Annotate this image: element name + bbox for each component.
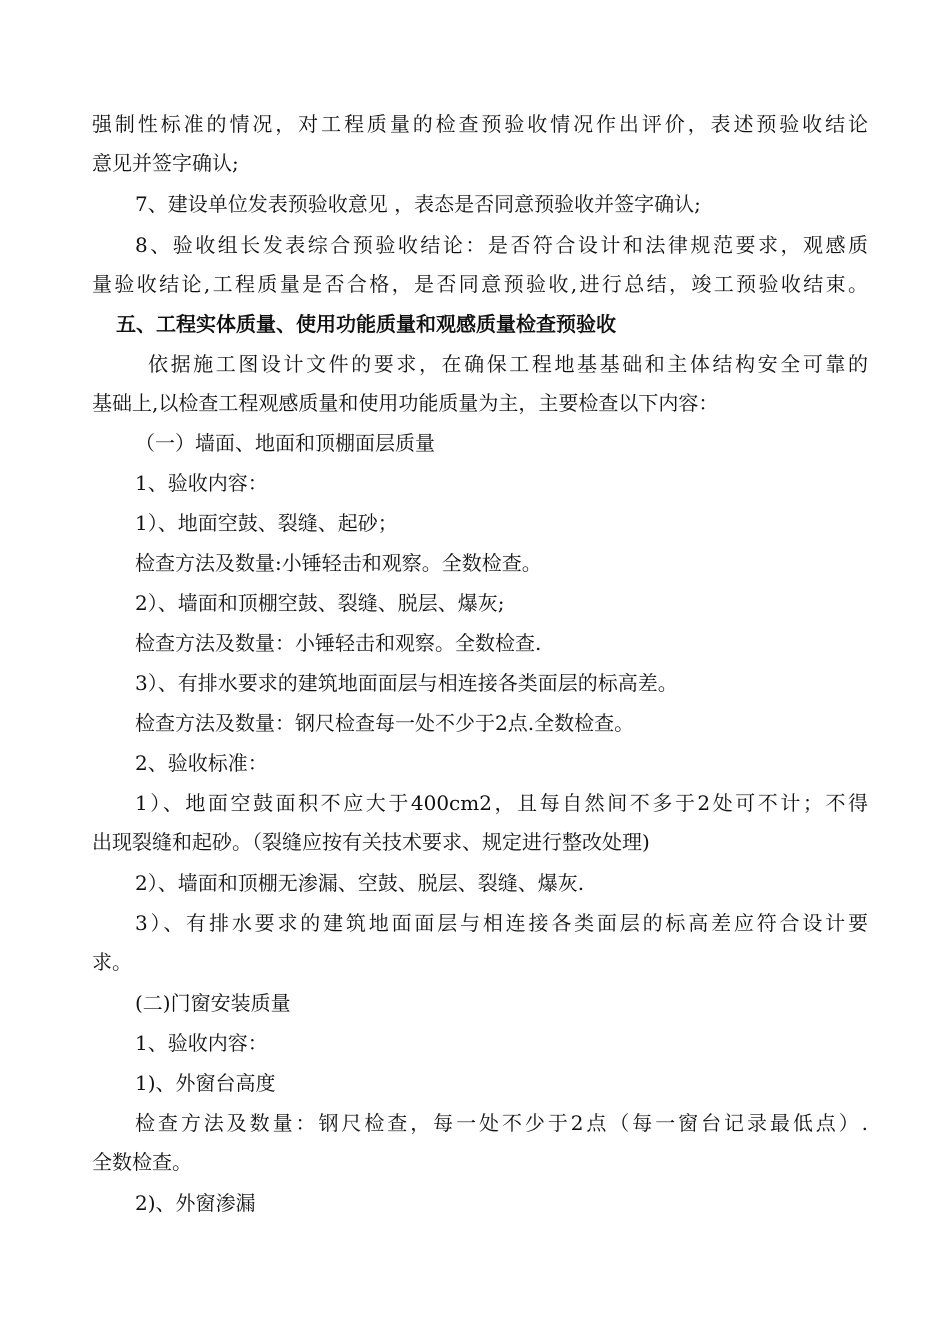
paragraph-line: 强制性标准的情况，对工程质量的检查预验收情况作出评价，表述预验收结论 (92, 112, 868, 136)
paragraph-line: 3）、有排水要求的建筑地面面层与相连接各类面层的标高差应符合设计要 (135, 911, 868, 935)
paragraph-line: 基础上,以检查工程观感质量和使用功能质量为主，主要检查以下内容： (92, 391, 719, 415)
paragraph-line: 出现裂缝和起砂。（裂缝应按有关技术要求、规定进行整改处理) (92, 830, 650, 854)
paragraph-line: 量验收结论,工程质量是否合格，是否同意预验收,进行总结，竣工预验收结束。 (92, 272, 868, 296)
paragraph-line: 意见并签字确认; (92, 151, 239, 175)
paragraph-line: 1、验收内容： (135, 1031, 268, 1055)
paragraph-line: 检查方法及数量:小锤轻击和观察。全数检查。 (135, 551, 542, 575)
subsection-heading: (二)门窗安装质量 (135, 991, 291, 1015)
paragraph-line: 检查方法及数量：小锤轻击和观察。全数检查. (135, 631, 542, 655)
paragraph-line: 检查方法及数量：钢尺检查每一处不少于2点.全数检查。 (135, 711, 635, 735)
paragraph-line: 7、建设单位发表预验收意见 ，表态是否同意预验收并签字确认; (135, 192, 701, 216)
paragraph-line: 求。 (92, 950, 132, 974)
paragraph-line: 2）、墙面和顶棚空鼓、裂缝、脱层、爆灰; (135, 591, 505, 615)
paragraph-line: 2、验收标准： (135, 751, 268, 775)
paragraph-line: 1、验收内容： (135, 471, 268, 495)
paragraph-line: 1)、外窗台高度 (135, 1071, 276, 1095)
paragraph-line: 1）、地面空鼓面积不应大于400cm2，且每自然间不多于2处可不计；不得 (135, 791, 868, 815)
paragraph-line: 检查方法及数量：钢尺检查，每一处不少于2点（每一窗台记录最低点）. (135, 1111, 868, 1135)
paragraph-line: 2）、墙面和顶棚无渗漏、空鼓、脱层、裂缝、爆灰. (135, 871, 585, 895)
paragraph-line: 依据施工图设计文件的要求，在确保工程地基基础和主体结构安全可靠的 (148, 352, 868, 376)
paragraph-line: 1）、地面空鼓、裂缝、起砂； (135, 511, 398, 535)
paragraph-line: 3）、有排水要求的建筑地面面层与相连接各类面层的标高差。 (135, 671, 678, 695)
paragraph-line: 2)、外窗渗漏 (135, 1191, 256, 1215)
section-heading: 五、工程实体质量、使用功能质量和观感质量检查预验收 (116, 312, 616, 336)
subsection-heading: （一）墙面、地面和顶棚面层质量 (135, 431, 435, 455)
paragraph-line: 8、验收组长发表综合预验收结论：是否符合设计和法律规范要求，观感质 (135, 233, 868, 257)
paragraph-line: 全数检查。 (92, 1150, 192, 1174)
